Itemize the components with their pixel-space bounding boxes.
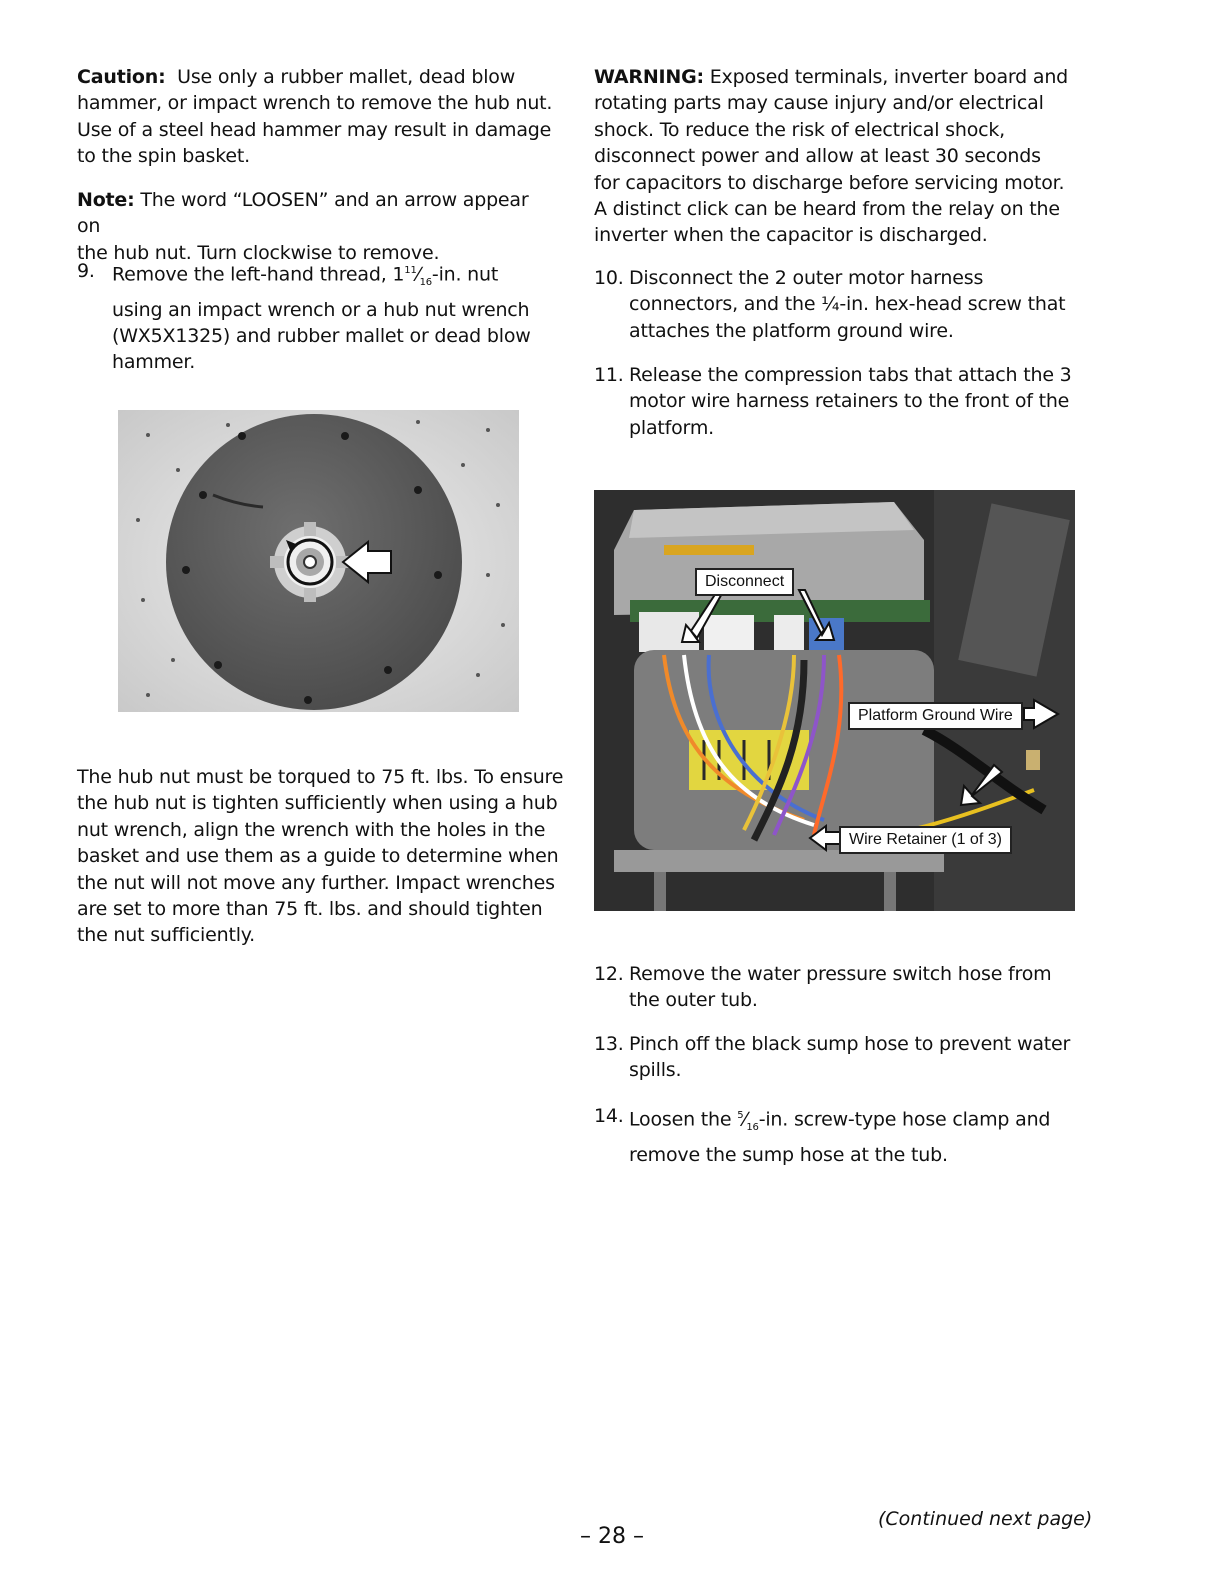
step-text [629, 265, 1065, 344]
step-14 [594, 1103, 1094, 1166]
hub-nut-illustration [118, 410, 519, 712]
note-line: the hub nut. Turn clockwise to remove. [77, 241, 440, 264]
caution-paragraph [77, 64, 557, 170]
step-line: Remove the left-hand thread, 1 [112, 263, 405, 286]
step-line: Disconnect the 2 outer motor harness [629, 267, 984, 289]
step-text [629, 1031, 1070, 1084]
warning-label: WARNING: [594, 66, 704, 88]
torque-line: basket and use them as a guide to determine when [77, 845, 559, 868]
caution-label: Caution: [77, 66, 166, 88]
step-13 [594, 1031, 1094, 1086]
step-line: Pinch off the black sump hose to prevent water [629, 1033, 1071, 1055]
step-number: 9. [77, 260, 95, 282]
step-line: platform. [629, 416, 714, 439]
step-line: the outer tub. [629, 989, 758, 1012]
continued-note: (Continued next page) [878, 1508, 1093, 1530]
step-line: (WX5X1325) and rubber mallet or dead blow [112, 324, 531, 347]
step-number: 14. [594, 1105, 624, 1127]
torque-line: the nut sufficiently. [77, 924, 255, 947]
step-line: hammer. [112, 351, 196, 374]
caution-line: to the spin basket. [77, 145, 250, 168]
note-line: The word “LOOSEN” and an arrow appear on [77, 189, 529, 238]
step-text [112, 258, 531, 376]
caution-line: Use only a rubber mallet, dead blow [177, 66, 516, 88]
page-number: – 28 – [580, 1524, 644, 1549]
callout-platform-ground-wire: Platform Ground Wire [848, 702, 1023, 730]
warning-line: shock. To reduce the risk of electrical shock, [594, 118, 1006, 141]
step-line: attaches the platform ground wire. [629, 319, 954, 342]
step-number: 11. [594, 364, 624, 386]
step-11 [594, 362, 1094, 442]
fraction-slash: ⁄ [743, 1108, 747, 1131]
fraction-denominator: 16 [419, 277, 432, 289]
torque-line: The hub nut must be torqued to 75 ft. lbs. To ensure [77, 766, 564, 788]
note-label: Note: [77, 189, 135, 211]
torque-line: are set to more than 75 ft. lbs. and should tighten [77, 898, 543, 921]
fraction-numerator: 5 [737, 1110, 744, 1121]
step-line: motor wire harness retainers to the front of the [629, 390, 1070, 413]
step-line: Release the compression tabs that attach the 3 [629, 364, 1072, 386]
callout-disconnect: Disconnect [695, 568, 794, 596]
torque-paragraph [77, 764, 567, 949]
step-text [629, 961, 1051, 1014]
caution-line: Use of a steel head hammer may result in damage [77, 118, 552, 141]
step-line: spills. [629, 1059, 682, 1082]
step-line: -in. screw-type hose clamp and [758, 1108, 1051, 1131]
step-12 [594, 961, 1094, 1016]
fraction-denominator: 16 [746, 1122, 759, 1134]
torque-line: the nut will not move any further. Impact wrenches [77, 871, 555, 894]
step-line: Loosen the [629, 1108, 738, 1131]
torque-line: nut wrench, align the wrench with the holes in the [77, 818, 546, 841]
fraction-numerator: 11 [404, 265, 417, 276]
step-line: remove the sump hose at the tub. [629, 1143, 948, 1166]
step-line: -in. nut [431, 263, 499, 286]
step-line: connectors, and the ¼-in. hex-head screw that [629, 293, 1066, 316]
warning-line: for capacitors to discharge before servicing motor. [594, 171, 1065, 194]
note-paragraph [77, 187, 557, 266]
step-number: 10. [594, 267, 624, 289]
step-10 [594, 265, 1094, 345]
warning-line: inverter when the capacitor is discharged. [594, 224, 988, 247]
step-number: 12. [594, 963, 624, 985]
step-number: 13. [594, 1033, 624, 1055]
step-9 [77, 258, 557, 374]
step-line: Remove the water pressure switch hose from [629, 963, 1052, 985]
torque-line: the hub nut is tighten sufficiently when using a hub [77, 792, 558, 815]
fraction-slash: ⁄ [416, 263, 420, 286]
warning-line: Exposed terminals, inverter board and [709, 66, 1069, 88]
warning-line: A distinct click can be heard from the relay on the [594, 198, 1060, 221]
step-text [629, 1103, 1050, 1168]
step-text [629, 362, 1072, 441]
motor-photo [594, 490, 1075, 911]
warning-line: rotating parts may cause injury and/or electrical [594, 92, 1044, 115]
caution-line: hammer, or impact wrench to remove the hub nut. [77, 92, 553, 115]
callout-wire-retainer: Wire Retainer (1 of 3) [839, 826, 1012, 854]
step-line: using an impact wrench or a hub nut wrench [112, 298, 530, 321]
warning-paragraph [594, 64, 1094, 249]
warning-line: disconnect power and allow at least 30 seconds [594, 145, 1041, 168]
hub-nut-photo [118, 410, 519, 712]
